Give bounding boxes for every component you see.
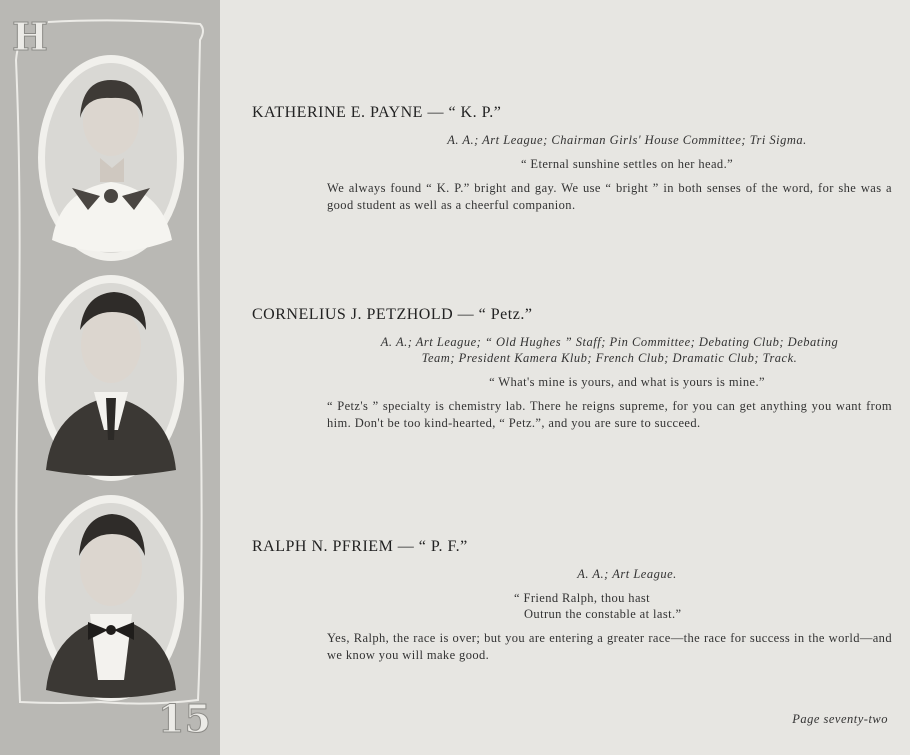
quote-line: Outrun the constable at last.” (524, 607, 682, 621)
senior-quote (362, 374, 892, 390)
senior-entry (252, 538, 892, 664)
activities-line: Team; President Kamera Klub; French Club; Dramatic Club; Track. (421, 351, 798, 365)
activities-line: A. A.; Art League; Chairman Girls' House Committee; Tri Sigma. (447, 133, 807, 147)
quote-line: “ Friend Ralph, thou hast (514, 591, 651, 605)
quote-line: “ Eternal sunshine settles on her head.” (520, 157, 734, 171)
senior-name: CORNELIUS J. PETZHOLD — “ Petz.” (252, 306, 533, 323)
senior-entry (252, 306, 892, 432)
activities-line: A. A.; Art League; “ Old Hughes ” Staff; Pin Committee; Debating Club; Debating (380, 335, 839, 349)
quote-line: “ What's mine is yours, and what is yours is mine.” (489, 375, 765, 389)
senior-activities (327, 334, 892, 366)
yearbook-sidebar (0, 0, 220, 755)
senior-activities (362, 566, 892, 582)
senior-quote (362, 156, 892, 172)
senior-activities (362, 132, 892, 148)
senior-quote (514, 590, 892, 622)
activities-line: A. A.; Art League. (577, 567, 677, 581)
senior-name: KATHERINE E. PAYNE — “ K. P.” (252, 104, 502, 121)
page-number: Page seventy-two (792, 712, 888, 726)
page-content (220, 0, 910, 755)
senior-description: We always found “ K. P.” bright and gay. We use “ bright ” in both senses of the word, for she was a good student as well as a cheerful companion. (327, 181, 892, 212)
senior-entry (252, 104, 892, 214)
senior-name: RALPH N. PFRIEM — “ P. F.” (252, 538, 468, 555)
monogram-h: H (12, 14, 48, 59)
senior-description: “ Petz's ” specialty is chemistry lab. There he reigns supreme, for you can get anything you want from him. Don't be too kind-hearted, “ Petz.”, and you are sure to succeed. (327, 399, 892, 430)
sidebar-frame (0, 0, 220, 755)
senior-description: Yes, Ralph, the race is over; but you are entering a greater race—the race for success in the world—and we know you will make good. (327, 631, 892, 662)
monogram-15: 15 (158, 696, 211, 741)
